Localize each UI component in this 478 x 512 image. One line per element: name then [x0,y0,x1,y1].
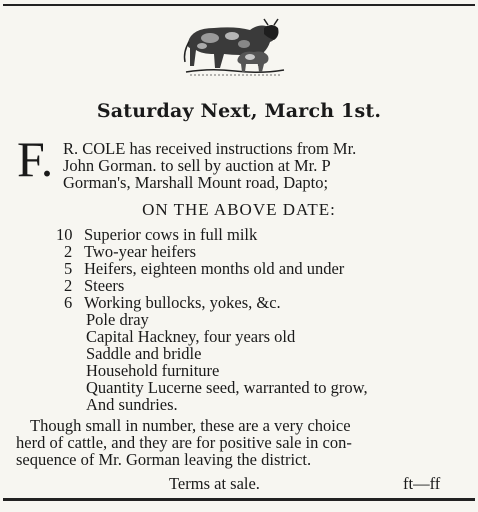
drop-capital: F. [17,131,54,187]
closing-line-3: sequence of Mr. Gorman leaving the district. [16,450,312,469]
lot-description: Two-year heifers [84,242,196,261]
closing-line-2: herd of cattle, and they are for positive sale in con- [16,433,352,452]
lot-description: And sundries. [86,395,178,414]
date-subheading: ON THE ABOVE DATE: [142,200,336,219]
lot-description: Steers [84,276,125,295]
lot-description: Quantity Lucerne seed, warranted to grow, [86,378,368,397]
intro-line-1: R. COLE has received instructions from Mr. [63,139,357,158]
lot-quantity: 10 [56,225,73,244]
cattle-illustration [180,14,290,80]
lot-description: Pole dray [86,310,149,329]
lot-quantity: 5 [64,259,73,278]
lot-description: Superior cows in full milk [84,225,258,244]
lot-description: Working bullocks, yokes, &c. [84,293,281,312]
ad-heading: Saturday Next, March 1st. [96,100,382,122]
lot-quantity: 6 [64,293,73,312]
closing-line-1: Though small in number, these are a very choice [30,416,351,435]
lot-quantity: 2 [64,276,73,295]
closing-paragraph [16,416,450,469]
lot-quantity: 2 [64,242,73,261]
lot-description: Capital Hackney, four years old [86,327,296,346]
bottom-rule [3,498,475,501]
lot-description: Saddle and bridle [86,344,202,363]
lot-description: Household furniture [86,361,220,380]
intro-line-3: Gorman's, Marshall Mount road, Dapto; [63,173,329,192]
intro-line-2: John Gorman. to sell by auction at Mr. P [63,156,331,175]
top-rule [3,4,475,6]
lot-description: Heifers, eighteen months old and under [84,259,345,278]
insertion-code: ft—ff [403,474,441,493]
terms-text: Terms at sale. [169,474,260,493]
